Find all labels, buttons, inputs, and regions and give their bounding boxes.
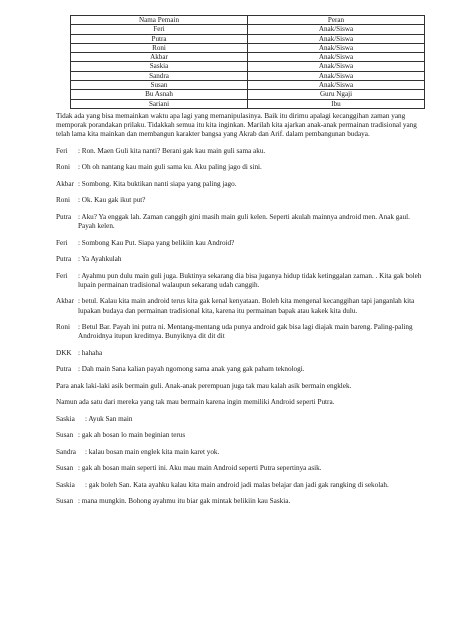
dialogue-text: : Ron. Maen Guli kita nanti? Berani gak kau main guli sama aku.	[78, 146, 266, 155]
speaker-name: Saskia	[56, 480, 75, 489]
cast-table-body	[71, 25, 425, 109]
dialogue-line	[56, 481, 426, 490]
dialogue-list	[56, 147, 426, 507]
narration-paragraph: Namun ada satu dari mereka yang tak mau bermain karena ingin memiliki Android seperti Putra.	[56, 398, 335, 407]
cast-role-cell: Guru Ngaji	[248, 90, 425, 99]
dialogue-text: : mana mungkin. Bohong ayahmu itu biar gak mintak belikiin kau Saskia.	[78, 497, 291, 506]
cast-header-name: Nama Pemain	[71, 16, 248, 25]
cast-role-cell: Anak/Siswa	[248, 71, 425, 80]
cast-name-cell: Roni	[71, 43, 248, 52]
cast-table-row	[71, 62, 425, 71]
dialogue-line	[56, 147, 426, 156]
cast-name-cell: Susan	[71, 81, 248, 90]
cast-table-row	[71, 90, 425, 99]
speaker-name: Akbar	[56, 179, 74, 188]
speaker-name: Susan	[56, 431, 74, 440]
dialogue-line	[56, 180, 426, 189]
cast-role-cell: Anak/Siswa	[248, 81, 425, 90]
speaker-name: Roni	[56, 196, 70, 205]
cast-role-cell: Anak/Siswa	[248, 53, 425, 62]
dialogue-line	[56, 213, 426, 231]
dialogue-line	[56, 163, 426, 172]
speaker-name: Susan	[56, 464, 74, 473]
cast-name-cell: Saskia	[71, 62, 248, 71]
cast-name-cell: Sandra	[71, 71, 248, 80]
cast-header-role: Peran	[248, 16, 425, 25]
cast-table-row	[71, 81, 425, 90]
cast-name-cell: Sariani	[71, 99, 248, 108]
cast-role-cell: Anak/Siswa	[248, 62, 425, 71]
dialogue-line	[56, 497, 426, 506]
dialogue-text: : Ok. Kau gak ikut put?	[78, 196, 146, 205]
cast-name-cell: Feri	[71, 25, 248, 34]
speaker-name: Putra	[56, 365, 72, 374]
dialogue-text: : Sombong. Kita buktikan nanti siapa yang paling jago.	[78, 179, 237, 188]
speaker-name: Feri	[56, 271, 68, 280]
speaker-name: Feri	[56, 146, 68, 155]
dialogue-text: : Betul Bar. Payah ini putra ni. Mentang-mentang uda punya android gak bisa lagi diajak main bareng. Paling-paling Androidnya itupun kreditnya. Bunyiknya dit dit dit	[78, 323, 413, 341]
dialogue-line	[56, 365, 426, 374]
cast-name-cell: Putra	[71, 34, 248, 43]
speaker-name: Putra	[56, 255, 72, 264]
dialogue-line	[56, 323, 426, 341]
cast-name-cell: Bu Asnah	[71, 90, 248, 99]
cast-table	[70, 15, 425, 109]
dialogue-text: : Ya Ayahkulah	[78, 255, 122, 264]
dialogue-text: : betul. Kalau kita main android terus kita gak kenal kenyataan. Boleh kita mengenal kecanggihan tapi janganlah kita lupakan budaya dan permainan tradisional kita, karena itu permainan bapak atau kakek kita dulu.	[78, 297, 415, 315]
cast-table-row	[71, 34, 425, 43]
dialogue-text: : gak ah bosan lo main beginian terus	[78, 431, 186, 440]
speaker-name: Sandra	[56, 447, 76, 456]
dialogue-line	[56, 464, 426, 473]
cast-role-cell: Anak/Siswa	[248, 34, 425, 43]
intro-paragraph: Tidak ada yang bisa memainkan waktu apa lagi yang memanipulasinya. Baik itu dirimu apalagi kecanggihan zaman yang memporak porandakan prilaku. Tidakkah semua itu kita inginkan. Marilah kita ajarkan anak-anak permainan tradisional yang telah lama kita mainkan dan membangun karakter bangsa yang Akrab dan Arif. dalam pembangunan budaya.	[56, 112, 417, 139]
dialogue-text: : gak ah bosan main seperti ini. Aku mau main Android seperti Putra sepertinya asik.	[78, 464, 322, 473]
cast-table-row	[71, 99, 425, 108]
cast-table-header-row	[71, 16, 425, 25]
dialogue-line	[56, 239, 426, 248]
cast-name-cell: Akbar	[71, 53, 248, 62]
cast-table-row	[71, 25, 425, 34]
dialogue-line	[56, 297, 426, 315]
dialogue-line	[56, 196, 426, 205]
dialogue-line	[56, 272, 426, 290]
dialogue-text: : Sombong Kau Put. Siapa yang belikiin kau Android?	[78, 238, 235, 247]
cast-table-row	[71, 71, 425, 80]
dialogue-line	[56, 415, 426, 424]
dialogue-text: : Dah main Sana kalian payah ngomong sama anak yang gak paham teknologi.	[78, 365, 305, 374]
dialogue-text: : gak boleh San. Kata ayahku kalau kita main android jadi malas belajar dan jadi gak rangking di sekolah.	[85, 480, 389, 489]
speaker-name: Akbar	[56, 297, 74, 306]
speaker-name: Roni	[56, 163, 70, 172]
speaker-name: Roni	[56, 323, 70, 332]
speaker-name: Susan	[56, 497, 74, 506]
dialogue-text: : Ayahmu pun dulu main guli juga. Buktinya sekarang dia bisa juganya hidup tidak ketinggalan zaman. . Kita gak boleh lupain permainan tradisional walaupun sekarang udah canggih.	[78, 271, 422, 289]
speaker-name: Saskia	[56, 414, 75, 423]
narration-paragraph: Para anak laki-laki asik bermain guli. Anak-anak perempuan juga tak mau kalah asik bermain engklek.	[56, 381, 352, 390]
speaker-name: Feri	[56, 238, 68, 247]
dialogue-line	[56, 431, 426, 440]
dialogue-line	[56, 349, 426, 358]
dialogue-text: : Aku? Ya enggak lah. Zaman canggih gini masih main guli kelen. Seperti akulah mainnya android men. Anak gaul. Payah kelen.	[78, 212, 410, 231]
dialogue-text: : Oh oh nantang kau main guli sama ku. Aku paling jago di sini.	[78, 163, 262, 172]
cast-table-row	[71, 53, 425, 62]
cast-role-cell: Anak/Siswa	[248, 43, 425, 52]
dialogue-line	[56, 448, 426, 457]
dialogue-text: : Ayuk San main	[85, 414, 133, 423]
cast-role-cell: Ibu	[248, 99, 425, 108]
dialogue-line	[56, 255, 426, 264]
cast-table-row	[71, 43, 425, 52]
speaker-name: DKK	[56, 348, 72, 357]
cast-role-cell: Anak/Siswa	[248, 25, 425, 34]
script-body	[56, 112, 426, 514]
dialogue-text: : hahaha	[78, 348, 103, 357]
dialogue-text: : kalau bosan main englek kita main karet yok.	[85, 447, 220, 456]
speaker-name: Putra	[56, 212, 72, 221]
